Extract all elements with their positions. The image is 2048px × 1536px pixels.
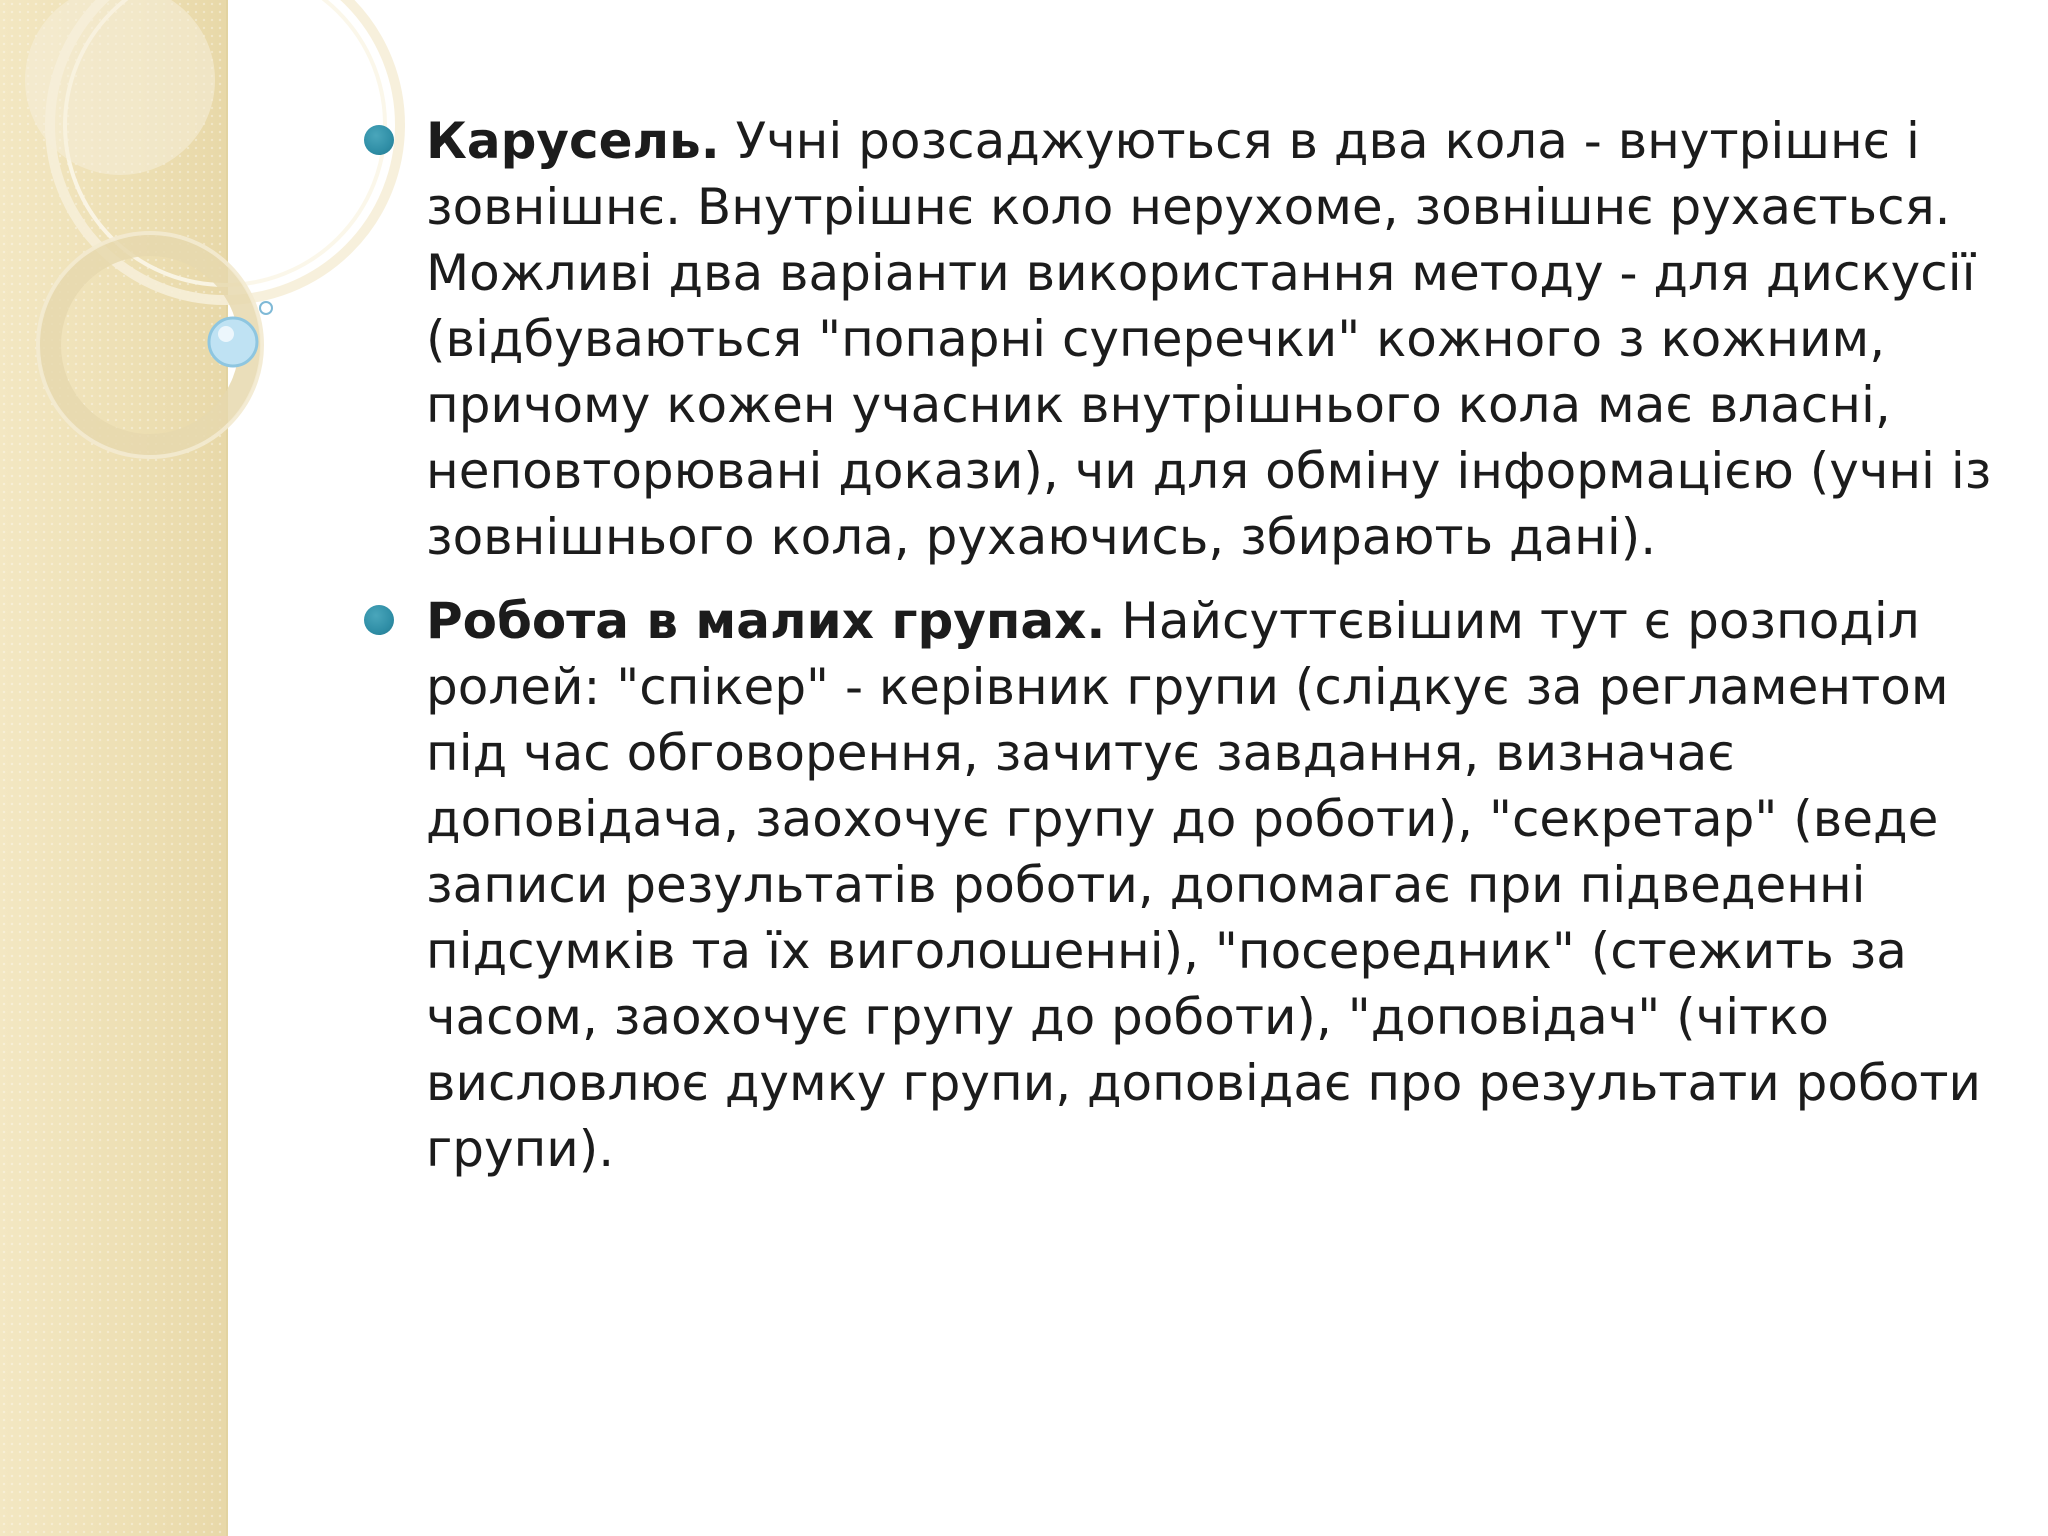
bullet-icon <box>364 125 394 155</box>
bullet-item-carousel <box>362 108 1992 570</box>
bullet-icon <box>364 605 394 635</box>
decorative-side-panel <box>0 0 228 1536</box>
slide-body <box>362 108 1992 1200</box>
bullet-item-small-groups <box>362 588 1992 1182</box>
bullet-term: Робота в малих групах. <box>426 592 1106 650</box>
bullet-text: Найсуттєвішим тут є розподіл ролей: "спікер" - керівник групи (слідкує за регламентом під час обговорення, зачитує завдання, визначає доповідача, заохочує групу до роботи), "секретар" (веде записи результатів роботи, допомагає при підведенні підсумків та їх виголошенні), "посередник" (стежить за часом, заохочує групу до роботи), "доповідач" (чітко висловлює думку групи, доповідає про результати роботи групи). <box>426 592 1982 1178</box>
bullet-text: Учні розсаджуються в два кола - внутрішнє і зовнішнє. Внутрішнє коло нерухоме, зовнішнє рухається. Можливі два варіанти використання методу - для дискусії (відбуваються "попарні суперечки" кожного з кожним, причому кожен учасник внутрішнього кола має власні, неповторювані докази), чи для обміну інформацією (учні із зовнішнього кола, рухаючись, збирають дані). <box>426 112 1992 566</box>
bullet-term: Карусель. <box>426 112 720 170</box>
